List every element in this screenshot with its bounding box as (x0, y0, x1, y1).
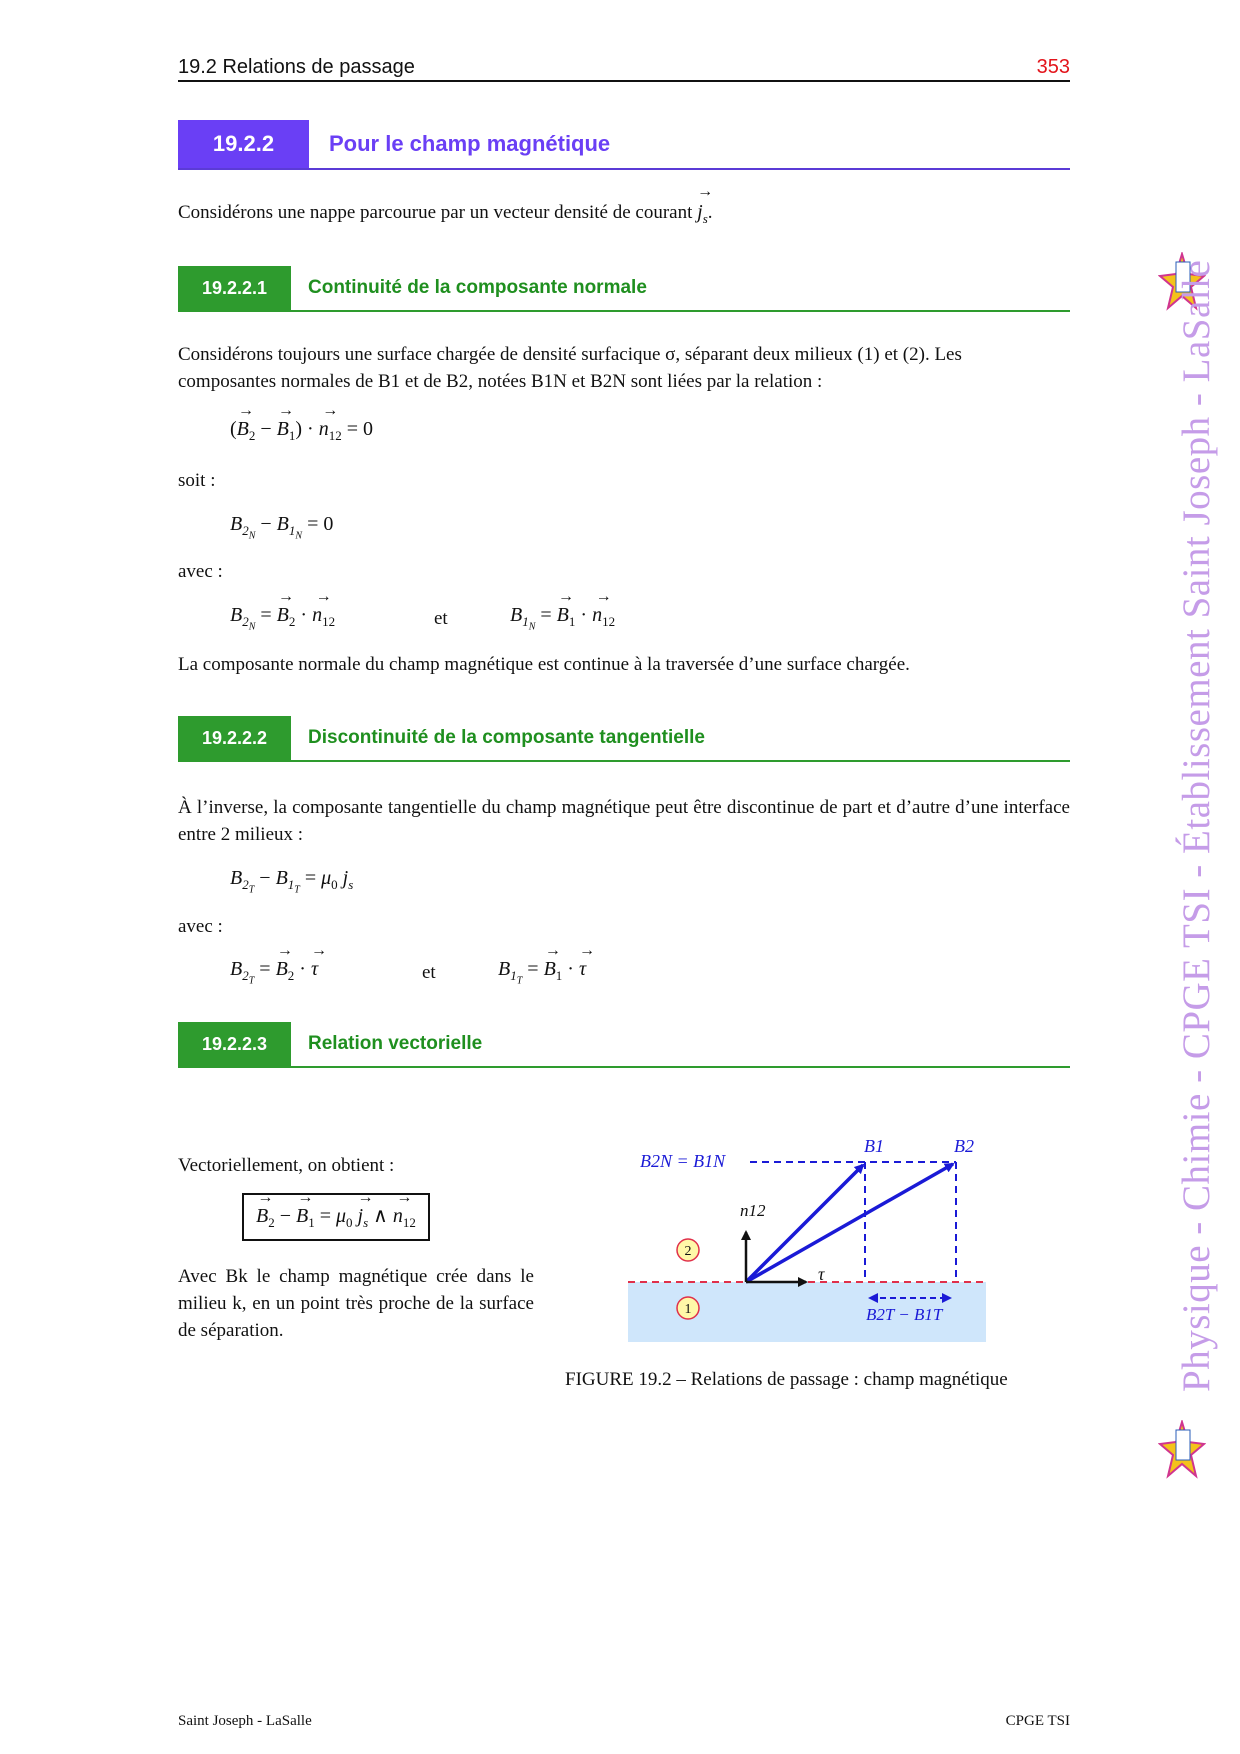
subsection-heading-vector (178, 1022, 1070, 1068)
medium-1-label: 1 (684, 1302, 692, 1317)
normal-paragraph-line1: Considérons toujours une surface chargée de densité surfacique σ, séparant deux milieux (1) et (2). Les (178, 344, 962, 365)
footer-right: CPGE TSI (1005, 1713, 1070, 1729)
medium-2-label: 2 (684, 1244, 692, 1259)
subsection-title: Continuité de la composante normale (308, 277, 647, 298)
running-header (178, 54, 1070, 82)
equation-normal-scalar: $B_{2_N} - B_{1_N} = 0$ (230, 513, 334, 542)
normal-equality-label: B2N = B1N (640, 1151, 726, 1171)
equation-normal-vector: (→ $B_2$ − → $B_1$) · → $n_{12} = 0$ (230, 418, 373, 444)
normal-paragraph (178, 341, 1070, 395)
subsection-title: Relation vectorielle (308, 1033, 483, 1054)
section-heading (178, 120, 1070, 170)
tau-label: τ (818, 1264, 825, 1284)
b2-label: B2 (954, 1136, 974, 1156)
vector-lead: Vectoriellement, on obtient : (178, 1155, 395, 1176)
subsection-heading-normal (178, 266, 1070, 312)
word-et-1: et (434, 608, 448, 629)
subsection-heading-tangential (178, 716, 1070, 762)
intro-paragraph: Considérons une nappe parcourue par un vecteur densité de courant → $j_s$. (178, 199, 1070, 232)
page-number: 353 (1036, 56, 1070, 78)
sidebar-vertical-text: Physique - Chimie - CPGE TSI - Établissement Saint Joseph - LaSalle (1175, 259, 1218, 1392)
figure-magnetic-field (620, 1120, 1000, 1350)
word-et-2: et (422, 962, 436, 983)
vector-b2 (746, 1164, 953, 1282)
equation-tangential-def-1: $B_{1_T}$ = → $B_1$ · → τ (498, 958, 586, 987)
school-logo-bottom (1158, 1420, 1206, 1480)
b1-label: B1 (864, 1136, 884, 1156)
word-soit: soit : (178, 470, 216, 491)
intro-current-density: → $j_s$ (697, 201, 708, 223)
section-title: Pour le champ magnétique (329, 131, 611, 156)
equation-normal-def-1: $B_{1_N}$ = → $B_1$ · → $n_{12}$ (510, 604, 615, 633)
discontinuity-label: B2T − B1T (866, 1305, 943, 1324)
subsection-title: Discontinuité de la composante tangentielle (308, 727, 705, 748)
running-header-title: 19.2 Relations de passage (178, 56, 415, 78)
word-avec-1: avec : (178, 561, 223, 582)
word-avec-2: avec : (178, 916, 223, 937)
subsection-number: 19.2.2.2 (178, 716, 291, 760)
vector-after: Avec Bk le champ magnétique crée dans le milieu k, en un point très proche de la surface de séparation. (178, 1266, 534, 1341)
normal-conclusion: La composante normale du champ magnétique est continue à la traversée d’une surface chargée. (178, 654, 910, 675)
equation-tangential: $B_{2_T} - B_{1_T} = \mu_0$ $j_s$ (230, 867, 354, 896)
normal-paragraph-line2: composantes normales de B1 et de B2, notées B1N et B2N sont liées par la relation : (178, 371, 823, 392)
intro-text: Considérons une nappe parcourue par un vecteur densité de courant (178, 202, 693, 223)
equation-normal-def-2: $B_{2_N}$ = → $B_2$ · → $n_{12}$ (230, 604, 335, 633)
subsection-number: 19.2.2.3 (178, 1022, 291, 1066)
tangential-paragraph: À l’inverse, la composante tangentielle du champ magnétique peut être discontinue de part et d’autre d’une interface entre 2 milieux : (178, 797, 1070, 845)
n12-label: n12 (740, 1201, 766, 1220)
section-number: 19.2.2 (178, 120, 309, 168)
subsection-number: 19.2.2.1 (178, 266, 291, 310)
equation-vector-boxed: → $B_2$ − → $B_1 = \mu_0 \to j_s$ ∧ → $n_{12}$ (242, 1193, 430, 1241)
equation-tangential-def-2: $B_{2_T}$ = → $B_2$ · → τ (230, 958, 318, 987)
footer-left: Saint Joseph - LaSalle (178, 1713, 312, 1729)
figure-caption: FIGURE 19.2 – Relations de passage : champ magnétique (565, 1369, 1008, 1390)
